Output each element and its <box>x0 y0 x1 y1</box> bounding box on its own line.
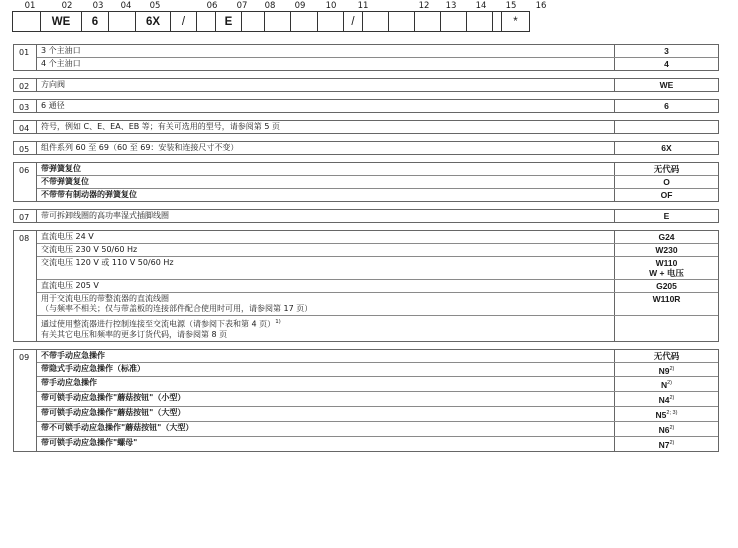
section-02 <box>13 78 719 92</box>
row-description-text: 用于交流电压的带整流器的直流线圈 <box>41 294 169 303</box>
row-code <box>615 437 718 451</box>
row-description <box>37 176 615 188</box>
table-row <box>37 406 718 421</box>
table-row <box>37 243 718 256</box>
footnote-ref: 2) <box>669 395 675 402</box>
table-row <box>37 362 718 377</box>
row-description-text: 直流电压 24 V <box>41 232 94 241</box>
row-code <box>615 363 718 377</box>
row-description <box>37 392 615 406</box>
row-description-text: 带手动应急操作 <box>41 378 97 388</box>
row-code <box>615 350 718 362</box>
table-row <box>37 45 718 57</box>
row-code <box>615 280 718 292</box>
footnote-ref: 2; 3) <box>666 410 678 417</box>
table-row <box>37 57 718 70</box>
order-code-cell: 6 <box>81 11 109 32</box>
row-description-text: 带弹簧复位 <box>41 164 81 173</box>
row-code <box>615 231 718 243</box>
position-number: 02 <box>61 1 73 11</box>
order-code-cell <box>108 11 136 32</box>
row-code-text: 6X <box>661 143 672 153</box>
order-code-cell <box>362 11 389 32</box>
row-description <box>37 280 615 292</box>
position-number: 08 <box>264 1 276 11</box>
table-row <box>37 256 718 279</box>
row-description <box>37 121 615 133</box>
order-code-cell <box>388 11 415 32</box>
position-number: 14 <box>475 1 487 11</box>
row-code-text: N <box>660 380 668 391</box>
row-code <box>615 377 718 391</box>
row-code <box>615 257 718 279</box>
row-description <box>37 407 615 421</box>
row-code <box>615 210 718 222</box>
row-code-text: 6 <box>664 101 669 111</box>
row-code-text: E <box>663 211 670 221</box>
row-description <box>37 293 615 315</box>
position-number: 06 <box>206 1 218 11</box>
position-number: 07 <box>236 1 248 11</box>
row-description <box>37 210 615 222</box>
row-description <box>37 142 615 154</box>
section-01 <box>13 44 719 71</box>
table-row <box>37 210 718 222</box>
table-row <box>37 279 718 292</box>
footnote-ref: 2) <box>669 365 675 372</box>
row-description <box>37 316 615 341</box>
row-code-text: N6 <box>658 424 670 435</box>
row-code-text: OF <box>660 190 673 200</box>
row-description-text: 带可锁手动应急操作"蘑菇按钮"（小型） <box>41 393 186 403</box>
position-number: 16 <box>535 1 547 11</box>
section-number: 04 <box>14 121 37 133</box>
row-description-text: 带不可锁手动应急操作"蘑菇按钮"（大型） <box>41 422 194 432</box>
section-number: 02 <box>14 79 37 91</box>
row-description-text: 通过使用整流器进行控制连接至交流电源（请参阅下表和第 4 页） <box>41 319 276 329</box>
table-row <box>37 163 718 175</box>
section-number: 05 <box>14 142 37 154</box>
order-code-cell <box>241 11 265 32</box>
row-description <box>37 350 615 362</box>
row-description-text: 4 个主油口 <box>41 59 81 68</box>
section-07 <box>13 209 719 223</box>
order-code-cell <box>466 11 493 32</box>
table-row <box>37 350 718 362</box>
row-code <box>615 244 718 256</box>
section-number: 09 <box>14 350 37 451</box>
row-code-text: N9 <box>658 365 670 376</box>
row-description-text: 6 通径 <box>41 101 65 110</box>
position-number: 10 <box>325 1 337 11</box>
order-code-cell <box>290 11 318 32</box>
position-number: 03 <box>92 1 104 11</box>
footnote-ref: 2) <box>669 424 675 431</box>
order-code-cell: WE <box>40 11 82 32</box>
row-code-text: 无代码 <box>653 164 680 174</box>
table-row <box>37 142 718 154</box>
row-description-text: 带可锁手动应急操作"蘑菇按钮"（大型） <box>41 408 186 418</box>
section-number: 06 <box>14 163 37 201</box>
section-04 <box>13 120 719 134</box>
order-code-cell: / <box>343 11 363 32</box>
position-number: 12 <box>418 1 430 11</box>
footnote-ref: 1) <box>275 319 281 325</box>
footnote-ref: 2) <box>669 439 675 446</box>
order-code-cell <box>264 11 291 32</box>
row-code <box>615 407 718 421</box>
order-code-row <box>13 11 530 32</box>
row-description <box>37 45 615 57</box>
row-code-text: N4 <box>658 395 670 406</box>
row-code-line2: W + 电压 <box>649 268 684 278</box>
section-number: 08 <box>14 231 37 341</box>
row-code <box>615 45 718 57</box>
row-description-text: 不带带有制动器的弹簧复位 <box>41 190 137 199</box>
row-description <box>37 100 615 112</box>
table-row <box>37 231 718 243</box>
table-row <box>37 121 718 133</box>
row-description-text: 带可拆卸线圈的高功率湿式插脚线圈 <box>41 211 169 220</box>
position-number: 05 <box>149 1 161 11</box>
row-code <box>615 316 718 341</box>
row-code-text: N5 <box>655 409 667 420</box>
row-code <box>615 163 718 175</box>
row-description-text: 交流电压 230 V 50/60 Hz <box>41 245 138 254</box>
section-number: 03 <box>14 100 37 112</box>
row-code-text: 4 <box>664 59 669 69</box>
row-code-text: W230 <box>655 245 678 255</box>
section-number: 07 <box>14 210 37 222</box>
order-code-cell <box>440 11 467 32</box>
row-code-text: 无代码 <box>653 350 680 361</box>
row-description <box>37 363 615 377</box>
position-number: 11 <box>357 1 369 11</box>
row-code <box>615 422 718 436</box>
ordering-code-table <box>13 44 719 459</box>
row-code-text: WE <box>659 80 674 90</box>
row-code <box>615 100 718 112</box>
row-description-line2: 有关其它电压和频率的更多订货代码，请参阅第 8 页 <box>41 329 228 339</box>
row-code <box>615 142 718 154</box>
table-row <box>37 421 718 436</box>
table-row <box>37 315 718 341</box>
section-05 <box>13 141 719 155</box>
table-row <box>37 100 718 112</box>
row-code-text: N7 <box>658 439 670 450</box>
order-code-cell <box>196 11 216 32</box>
row-code-text: G205 <box>656 281 677 291</box>
row-description <box>37 79 615 91</box>
row-description <box>37 422 615 436</box>
row-description <box>37 163 615 175</box>
row-code <box>615 79 718 91</box>
section-06 <box>13 162 719 202</box>
row-description-text: 不带弹簧复位 <box>41 177 89 186</box>
position-number: 09 <box>294 1 306 11</box>
row-description-text: 符号，例如 C、E、EA、EB 等；有关可选用的型号，请参阅第 5 页 <box>41 122 280 131</box>
row-description <box>37 231 615 243</box>
table-row <box>37 188 718 201</box>
row-code <box>615 121 718 133</box>
section-number: 01 <box>14 45 37 70</box>
table-row <box>37 436 718 451</box>
row-description-line2: （与频率不相关；仅与带盖板的连接部件配合使用时可用，请参阅第 17 页） <box>41 304 313 313</box>
row-code-text: 3 <box>664 46 669 56</box>
table-row <box>37 175 718 188</box>
row-code <box>615 176 718 188</box>
row-description-text: 3 个主油口 <box>41 46 81 55</box>
table-row <box>37 292 718 315</box>
row-code <box>615 58 718 70</box>
footnote-ref: 2) <box>667 380 673 387</box>
row-code <box>615 293 718 315</box>
row-description-text: 不带手动应急操作 <box>41 350 105 360</box>
position-number: 13 <box>445 1 457 11</box>
row-code-text: W110 <box>655 258 678 268</box>
order-code-cell <box>12 11 41 32</box>
order-code-cell: 6X <box>135 11 171 32</box>
table-row <box>37 79 718 91</box>
row-description-text: 带隐式手动应急操作（标准） <box>41 363 145 373</box>
row-description-text: 带可锁手动应急操作"螺母" <box>41 437 138 447</box>
order-code-cell: E <box>215 11 242 32</box>
order-code-cell: * <box>501 11 530 32</box>
row-description <box>37 244 615 256</box>
row-code <box>615 189 718 201</box>
row-description <box>37 377 615 391</box>
section-08 <box>13 230 719 342</box>
table-row <box>37 391 718 406</box>
table-row <box>37 376 718 391</box>
row-code <box>615 392 718 406</box>
order-code-cell: / <box>170 11 197 32</box>
row-description-text: 组件系列 60 至 69（60 至 69：安装和连接尺寸不变） <box>41 143 239 152</box>
row-description <box>37 437 615 451</box>
row-description-text: 方向阀 <box>41 80 65 89</box>
row-description <box>37 257 615 279</box>
row-description-text: 交流电压 120 V 或 110 V 50/60 Hz <box>41 258 174 267</box>
order-code-cell <box>317 11 344 32</box>
row-code-text: G24 <box>658 232 675 242</box>
position-number: 04 <box>120 1 132 11</box>
section-03 <box>13 99 719 113</box>
row-code-text: O <box>663 177 670 187</box>
position-number: 01 <box>24 1 36 11</box>
section-09 <box>13 349 719 452</box>
row-description <box>37 189 615 201</box>
order-code-cell <box>414 11 441 32</box>
row-description-text: 直流电压 205 V <box>41 281 99 290</box>
position-number: 15 <box>505 1 517 11</box>
row-code-text: W110R <box>652 294 681 304</box>
row-description <box>37 58 615 70</box>
